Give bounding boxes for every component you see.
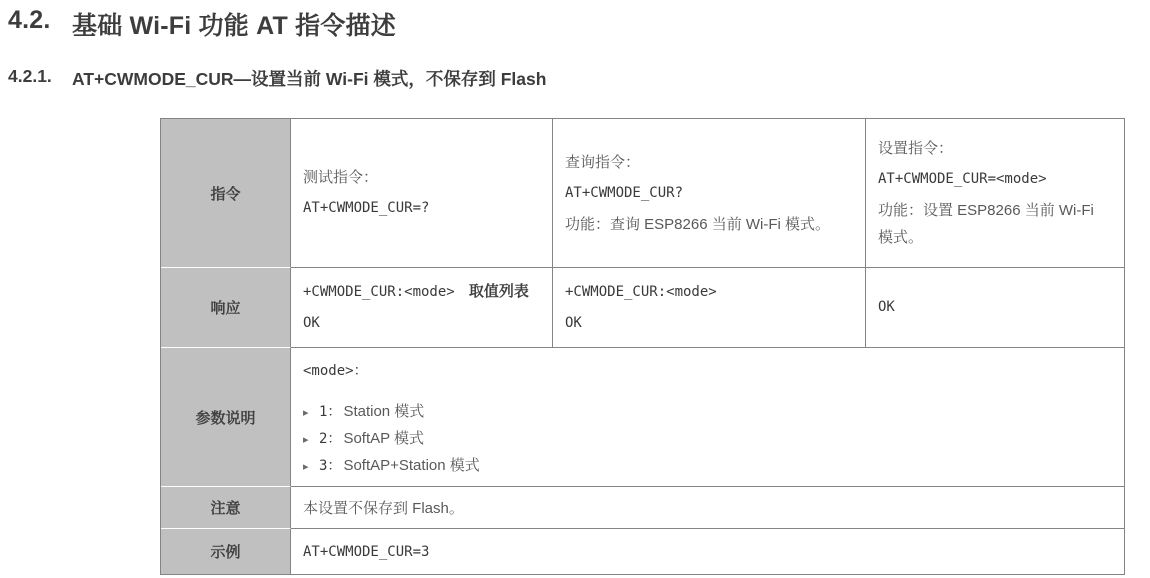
bullet-triangle-icon: ▸: [303, 461, 309, 473]
set-response-cell: [866, 268, 1124, 348]
table-row-note: [161, 487, 1124, 529]
subsection-number: 4.2.1.: [8, 66, 52, 86]
test-command-text: AT+CWMODE_CUR=?: [303, 200, 430, 216]
query-response-cell: [553, 268, 866, 348]
query-command-text: AT+CWMODE_CUR?: [565, 184, 684, 201]
option-description: Station 模式: [343, 403, 425, 420]
parameter-option-2: [303, 426, 1112, 453]
option-value: 3：: [319, 458, 342, 474]
query-response-line2: OK: [565, 314, 582, 331]
set-command-function: 功能：设置 ESP8266 当前 Wi-Fi 模式。: [878, 202, 1094, 246]
option-value: 1：: [319, 404, 342, 420]
set-response-line1: OK: [878, 299, 895, 315]
parameter-option-3: [303, 453, 1112, 480]
parameter-name: <mode>：: [303, 363, 368, 379]
test-response-line2: OK: [303, 315, 320, 331]
test-response-line1: +CWMODE_CUR:<mode>: [303, 284, 455, 300]
subsection-heading: [8, 66, 546, 91]
parameters-cell: [291, 348, 1124, 487]
row-label-command: 指令: [161, 119, 291, 268]
query-command-function: 功能：查询 ESP8266 当前 Wi-Fi 模式。: [565, 215, 831, 233]
set-command-caption: 设置指令：: [878, 140, 954, 157]
query-command-cell: [553, 119, 866, 268]
row-label-parameters: 参数说明: [161, 348, 291, 487]
set-command-cell: [866, 119, 1124, 268]
row-label-note: 注意: [161, 487, 291, 529]
section-number: 4.2.: [8, 6, 51, 34]
bullet-triangle-icon: ▸: [303, 434, 309, 446]
option-description: SoftAP 模式: [343, 430, 425, 447]
option-value: 2：: [319, 431, 342, 447]
section-title: 基础 Wi-Fi 功能 AT 指令描述: [72, 12, 396, 40]
query-response-line1: +CWMODE_CUR:<mode>: [565, 283, 717, 300]
set-command-text: AT+CWMODE_CUR=<mode>: [878, 171, 1047, 187]
test-response-cell: [291, 268, 553, 348]
test-command-cell: [291, 119, 553, 268]
at-command-table: [160, 118, 1125, 575]
subsection-title: AT+CWMODE_CUR—设置当前 Wi-Fi 模式，不保存到 Flash: [72, 69, 547, 89]
table-row-parameters: [161, 348, 1124, 487]
row-label-response: 响应: [161, 268, 291, 348]
table-row-response: [161, 268, 1124, 348]
option-description: SoftAP+Station 模式: [343, 457, 480, 474]
bullet-triangle-icon: ▸: [303, 407, 309, 419]
example-cell: [291, 529, 1124, 574]
example-command-text: AT+CWMODE_CUR=3: [303, 544, 430, 560]
table-row-example: [161, 529, 1124, 574]
query-command-caption: 查询指令：: [565, 153, 641, 171]
parameter-option-1: [303, 399, 1112, 426]
row-label-example: 示例: [161, 529, 291, 574]
table-row-command: [161, 119, 1124, 268]
note-cell: [291, 487, 1124, 529]
section-heading: [8, 6, 396, 42]
test-response-value-list-label: 取值列表: [468, 283, 529, 300]
test-command-caption: 测试指令：: [303, 169, 379, 186]
note-text: 本设置不保存到 Flash。: [303, 500, 464, 517]
